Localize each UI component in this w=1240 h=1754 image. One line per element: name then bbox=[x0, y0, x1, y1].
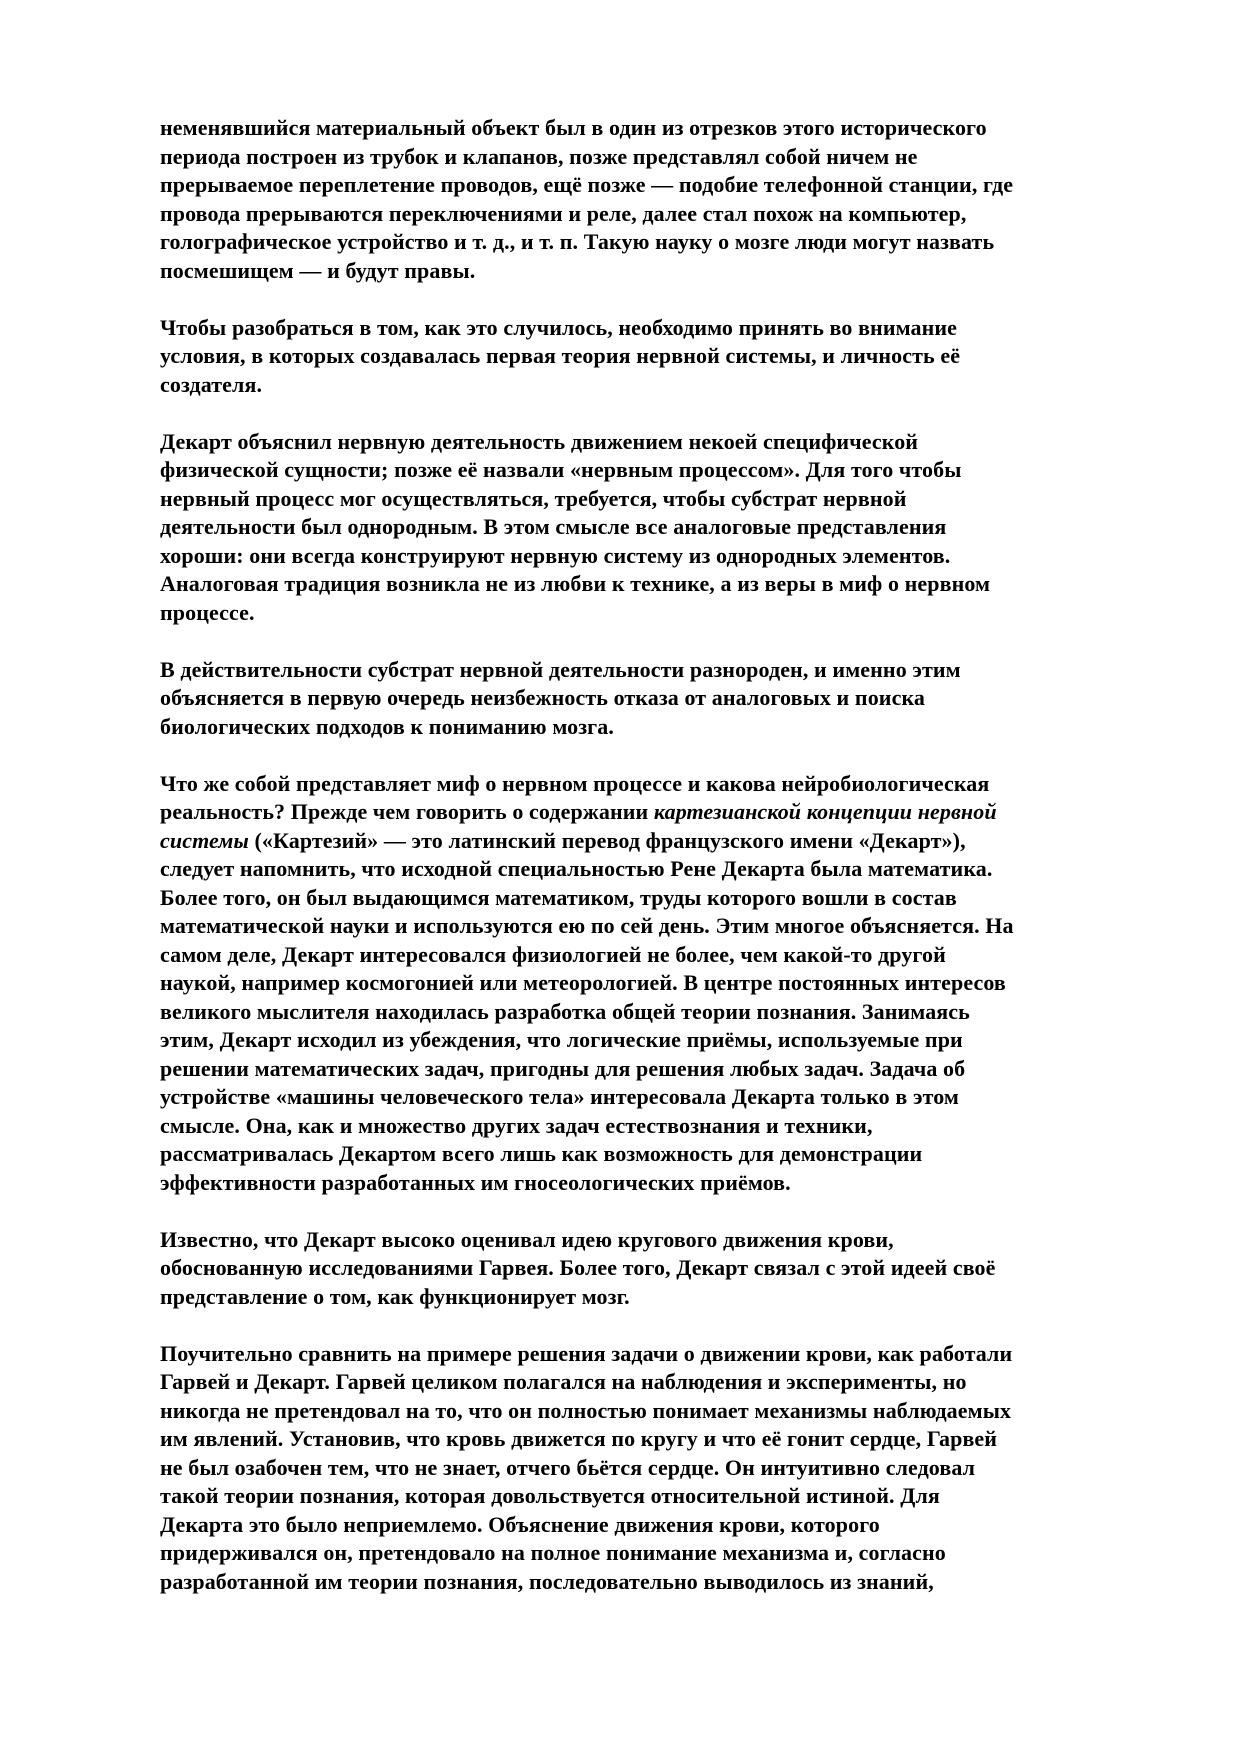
text-segment: математической науки и используются ею по сей день. Этим многое объясняется. На bbox=[160, 913, 1014, 938]
text-segment: Гарвей и Декарт. Гарвей целиком полагался на наблюдения и эксперименты, но bbox=[160, 1369, 967, 1394]
text-line bbox=[160, 1539, 1200, 1568]
text-line bbox=[160, 656, 1200, 685]
text-segment: Известно, что Декарт высоко оценивал идею кругового движения крови, bbox=[160, 1226, 894, 1252]
text-segment: Более того, он был выдающимся математиком, труды которого вошли в состав bbox=[160, 884, 957, 910]
text-segment: хороши: они всегда конструируют нервную систему из однородных элементов. bbox=[160, 542, 951, 568]
text-segment: («Картезий» — это латинский перевод французского имени «Декарт»), bbox=[248, 827, 966, 853]
text-line bbox=[160, 428, 1200, 457]
text-line bbox=[160, 1511, 1200, 1540]
text-segment: им явлений. Установив, что кровь движется по кругу и что её гонит сердце, Гарвей bbox=[160, 1426, 998, 1451]
text-segment: самом деле, Декарт интересовался физиологией не более, чем какой-то другой bbox=[160, 941, 946, 967]
paragraph bbox=[160, 1340, 1200, 1597]
text-segment: неменявшийся материальный объект был в один из отрезков этого исторического bbox=[160, 115, 987, 140]
text-line bbox=[160, 143, 1200, 172]
text-segment: обоснованную исследованиями Гарвея. Более того, Декарт связал с этой идеей своё bbox=[160, 1255, 996, 1280]
text-line bbox=[160, 114, 1200, 143]
text-segment: смысле. Она, как и множество других задач естествознания и техники, bbox=[160, 1112, 873, 1138]
text-line bbox=[160, 1283, 1200, 1312]
text-line bbox=[160, 599, 1200, 628]
text-segment: прерываемое переплетение проводов, ещё позже — подобие телефонной станции, где bbox=[160, 172, 1014, 197]
text-segment: реальность? Прежде чем говорить о содержании bbox=[160, 799, 654, 824]
text-segment: представление о том, как функционирует мозг. bbox=[160, 1283, 630, 1309]
text-segment: следует напомнить, что исходной специальностью Рене Декарта была математика. bbox=[160, 856, 993, 881]
text-segment: нервный процесс мог осуществляться, требуется, чтобы субстрат нервной bbox=[160, 485, 907, 511]
text-line bbox=[160, 884, 1200, 913]
text-segment: эффективности разработанных им гносеологических приёмов. bbox=[160, 1169, 791, 1195]
text-line bbox=[160, 941, 1200, 970]
text-segment: устройстве «машины человеческого тела» интересовала Декарта только в этом bbox=[160, 1084, 959, 1109]
text-line bbox=[160, 1169, 1200, 1198]
text-line bbox=[160, 770, 1200, 799]
italic-text-segment: картезианской концепции нервной bbox=[653, 799, 997, 824]
document-text bbox=[160, 114, 1200, 1596]
text-segment: разработанной им теории познания, последовательно выводилось из знаний, bbox=[160, 1568, 934, 1594]
paragraph bbox=[160, 314, 1200, 400]
text-line bbox=[160, 912, 1200, 941]
text-segment: физической сущности; позже её назвали «нервным процессом». Для того чтобы bbox=[160, 457, 962, 482]
text-line bbox=[160, 371, 1200, 400]
text-line bbox=[160, 314, 1200, 343]
text-line bbox=[160, 998, 1200, 1027]
text-line bbox=[160, 1112, 1200, 1141]
text-line bbox=[160, 1254, 1200, 1283]
paragraph bbox=[160, 770, 1200, 1198]
text-line bbox=[160, 969, 1200, 998]
text-segment: такой теории познания, которая довольствуется относительной истиной. Для bbox=[160, 1483, 940, 1508]
text-segment: В действительности субстрат нервной деятельности разнороден, и именно этим bbox=[160, 656, 961, 682]
text-segment: этим, Декарт исходил из убеждения, что логические приёмы, используемые при bbox=[160, 1027, 963, 1052]
text-segment: Декарт объяснил нервную деятельность движением некоей специфической bbox=[160, 428, 919, 454]
text-segment: процессе. bbox=[160, 599, 255, 625]
text-segment: голографическое устройство и т. д., и т. п. Такую науку о мозге люди могут назвать bbox=[160, 229, 995, 254]
text-line bbox=[160, 542, 1200, 571]
text-line bbox=[160, 456, 1200, 485]
text-segment: деятельности был однородным. В этом смысле все аналоговые представления bbox=[160, 514, 947, 539]
text-line bbox=[160, 485, 1200, 514]
text-line bbox=[160, 1482, 1200, 1511]
paragraph bbox=[160, 1226, 1200, 1312]
paragraph bbox=[160, 428, 1200, 628]
text-segment: великого мыслителя находилась разработка общей теории познания. Занимаясь bbox=[160, 998, 970, 1024]
text-line bbox=[160, 827, 1200, 856]
paragraph bbox=[160, 656, 1200, 742]
text-line bbox=[160, 1425, 1200, 1454]
text-line bbox=[160, 1140, 1200, 1169]
text-line bbox=[160, 1055, 1200, 1084]
text-segment: посмешищем — и будут правы. bbox=[160, 257, 476, 283]
text-line bbox=[160, 1340, 1200, 1369]
text-segment: биологических подходов к пониманию мозга. bbox=[160, 713, 614, 739]
text-segment: рассматривалась Декартом всего лишь как возможность для демонстрации bbox=[160, 1141, 923, 1166]
text-line bbox=[160, 684, 1200, 713]
text-segment: периода построен из трубок и клапанов, позже представлял собой ничем не bbox=[160, 143, 918, 169]
text-line bbox=[160, 228, 1200, 257]
text-segment: провода прерываются переключениями и реле, далее стал похож на компьютер, bbox=[160, 200, 967, 226]
text-segment: никогда не претендовал на то, что он полностью понимает механизмы наблюдаемых bbox=[160, 1397, 1012, 1423]
text-line bbox=[160, 855, 1200, 884]
text-line bbox=[160, 570, 1200, 599]
text-line bbox=[160, 1568, 1200, 1597]
text-line bbox=[160, 200, 1200, 229]
text-segment: Чтобы разобраться в том, как это случилось, необходимо принять во внимание bbox=[160, 314, 958, 340]
text-line bbox=[160, 1026, 1200, 1055]
text-segment: Поучительно сравнить на примере решения задачи о движении крови, как работали bbox=[160, 1340, 1013, 1366]
italic-text-segment: системы bbox=[160, 827, 249, 853]
text-line bbox=[160, 798, 1200, 827]
text-segment: Аналоговая традиция возникла не из любви к технике, а из веры в миф о нервном bbox=[160, 571, 991, 596]
text-line bbox=[160, 1368, 1200, 1397]
text-line bbox=[160, 1397, 1200, 1426]
text-line bbox=[160, 171, 1200, 200]
text-line bbox=[160, 513, 1200, 542]
text-segment: наукой, например космогонией или метеорологией. В центре постоянных интересов bbox=[160, 970, 1006, 995]
text-line bbox=[160, 713, 1200, 742]
text-segment: создателя. bbox=[160, 371, 263, 397]
text-segment: решении математических задач, пригодны для решения любых задач. Задача об bbox=[160, 1055, 966, 1081]
text-line bbox=[160, 1454, 1200, 1483]
text-segment: придерживался он, претендовало на полное понимание механизма и, согласно bbox=[160, 1540, 946, 1565]
text-segment: условия, в которых создавалась первая теория нервной системы, и личность её bbox=[160, 343, 961, 368]
text-segment: объясняется в первую очередь неизбежность отказа от аналоговых и поиска bbox=[160, 685, 925, 710]
text-segment: Что же собой представляет миф о нервном процессе и какова нейробиологическая bbox=[160, 770, 990, 796]
paragraph bbox=[160, 114, 1200, 285]
text-line bbox=[160, 257, 1200, 286]
text-segment: не был озабочен тем, что не знает, отчего бьётся сердце. Он интуитивно следовал bbox=[160, 1454, 976, 1480]
text-line bbox=[160, 1083, 1200, 1112]
text-line bbox=[160, 1226, 1200, 1255]
text-line bbox=[160, 342, 1200, 371]
text-segment: Декарта это было неприемлемо. Объяснение движения крови, которого bbox=[160, 1511, 880, 1537]
